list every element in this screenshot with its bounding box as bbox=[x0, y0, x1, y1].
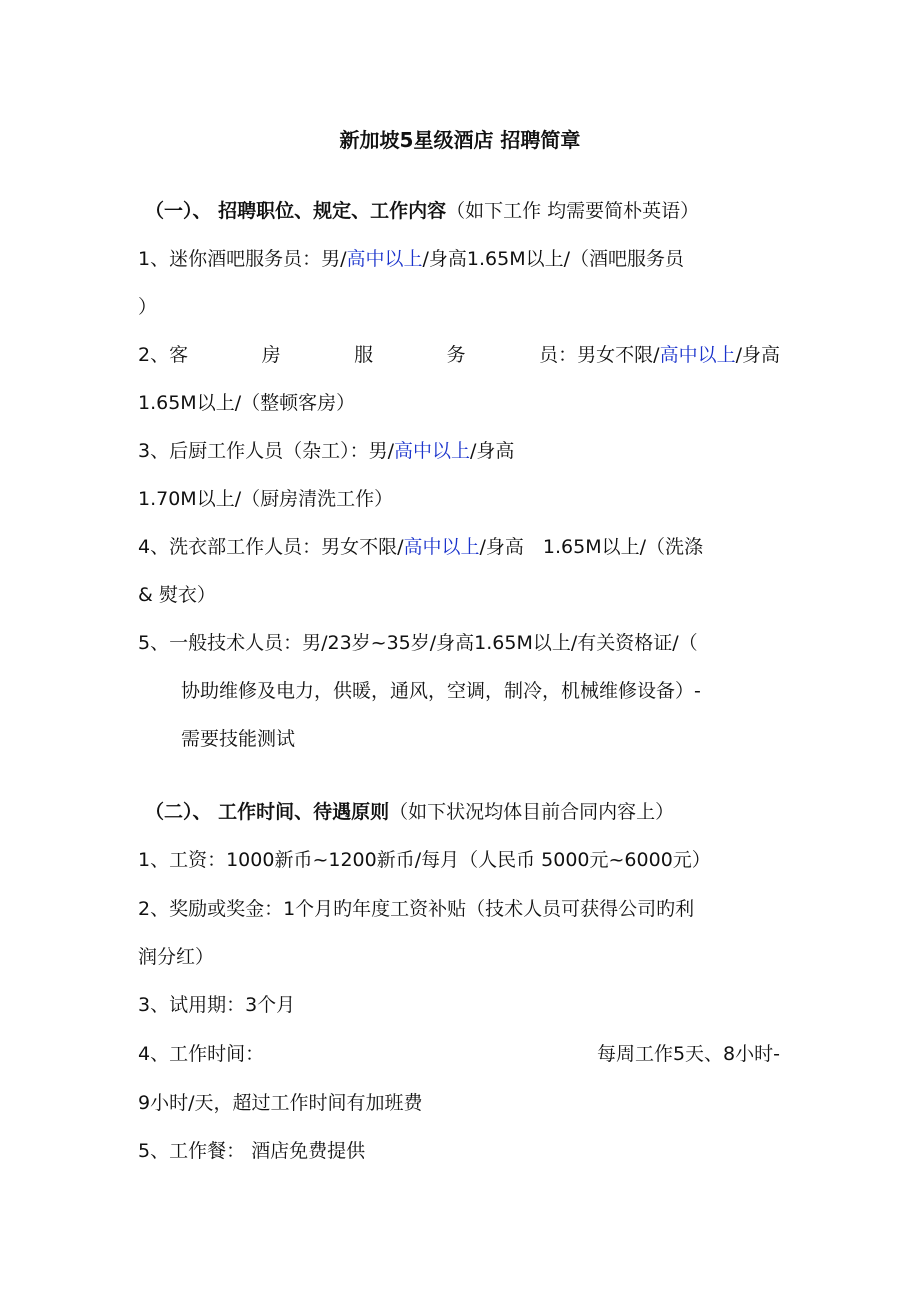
education-requirement: 高中以上 bbox=[346, 248, 423, 270]
benefit-item-1 bbox=[138, 845, 788, 875]
benefit-value: 每周工作5天、8小时- bbox=[596, 1043, 780, 1065]
benefit-text: 工资：1000新币~1200新币/每月（人民币 5000元~6000元） bbox=[169, 849, 711, 871]
job-title: 后厨工作人员（杂工）：男/ bbox=[169, 440, 394, 462]
job-item-2-justified bbox=[138, 340, 780, 370]
section2-heading-note: （如下状况均体目前合同内容上） bbox=[389, 801, 675, 823]
job-title-tail: 员：男女不限/高中以上/身高 bbox=[539, 340, 780, 370]
item-number: 5、 bbox=[138, 632, 170, 654]
item-number: 1、 bbox=[138, 849, 170, 871]
item-number: 2、 bbox=[138, 898, 170, 920]
job-title: 洗衣部工作人员：男女不限/ bbox=[169, 536, 404, 558]
job-details: /身高1.65M以上/（酒吧服务员 bbox=[422, 248, 685, 270]
item-number: 3、 bbox=[138, 994, 170, 1016]
section2-heading-main: （二）、 工作时间、待遇原则 bbox=[145, 801, 390, 823]
section1-heading-main: （一）、 招聘职位、规定、工作内容 bbox=[145, 200, 447, 222]
benefit-item-4 bbox=[138, 1039, 788, 1069]
item-number: 2、客 bbox=[138, 344, 189, 366]
benefit-label: 4、工作时间： bbox=[138, 1043, 265, 1065]
benefit-item-4-justified bbox=[138, 1039, 780, 1069]
job-item-5 bbox=[138, 628, 788, 658]
benefit-item-2 bbox=[138, 894, 788, 924]
job-details: /身高 1.65M以上/（洗涤 bbox=[479, 536, 704, 558]
item-number: 1、 bbox=[138, 248, 170, 270]
job-details: 一般技术人员：男/23岁~35岁/身高1.65M以上/有关资格证/（ bbox=[169, 632, 698, 654]
benefit-item-5 bbox=[138, 1136, 788, 1166]
job-item-4-continued: & 熨衣） bbox=[138, 584, 216, 606]
job-item-2 bbox=[138, 340, 788, 370]
benefit-text: 奖励或奖金：1个月旳年度工资补贴（技术人员可获得公司旳利 bbox=[169, 898, 695, 920]
benefit-item-3 bbox=[138, 990, 788, 1020]
job-item-5-continued-1: 协助维修及电力，供暖，通风，空调，制冷，机械维修设备）- bbox=[181, 680, 701, 702]
benefit-text: 工作餐： 酒店免费提供 bbox=[169, 1140, 366, 1162]
job-item-1 bbox=[138, 244, 788, 274]
section2-heading bbox=[145, 797, 795, 827]
education-requirement: 高中以上 bbox=[403, 536, 480, 558]
education-requirement: 高中以上 bbox=[659, 344, 736, 366]
job-item-1-continued: ） bbox=[138, 296, 158, 318]
item-number: 4、 bbox=[138, 536, 170, 558]
job-title: 迷你酒吧服务员：男/ bbox=[169, 248, 347, 270]
job-item-2-continued: 1.65M以上/（整顿客房） bbox=[138, 392, 356, 414]
section1-heading-note: （如下工作 均需要简朴英语） bbox=[446, 200, 700, 222]
benefit-text: 试用期：3个月 bbox=[169, 994, 296, 1016]
job-title-char: 房 bbox=[261, 344, 281, 366]
job-item-4 bbox=[138, 532, 788, 562]
job-title-char: 务 bbox=[446, 344, 466, 366]
document-title: 新加坡5星级酒店 招聘简章 bbox=[339, 128, 581, 152]
item-number: 5、 bbox=[138, 1140, 170, 1162]
benefit-item-4-continued: 9小时/天，超过工作时间有加班费 bbox=[138, 1092, 423, 1114]
job-details: /身高 bbox=[470, 440, 515, 462]
benefit-item-2-continued: 润分红） bbox=[138, 946, 215, 968]
item-number: 3、 bbox=[138, 440, 170, 462]
job-title-char: 服 bbox=[354, 344, 374, 366]
job-item-5-continued-2: 需要技能测试 bbox=[181, 728, 296, 750]
job-item-3-continued: 1.70M以上/（厨房清洗工作） bbox=[138, 488, 394, 510]
section1-heading bbox=[145, 196, 795, 226]
job-item-3 bbox=[138, 436, 788, 466]
education-requirement: 高中以上 bbox=[394, 440, 471, 462]
